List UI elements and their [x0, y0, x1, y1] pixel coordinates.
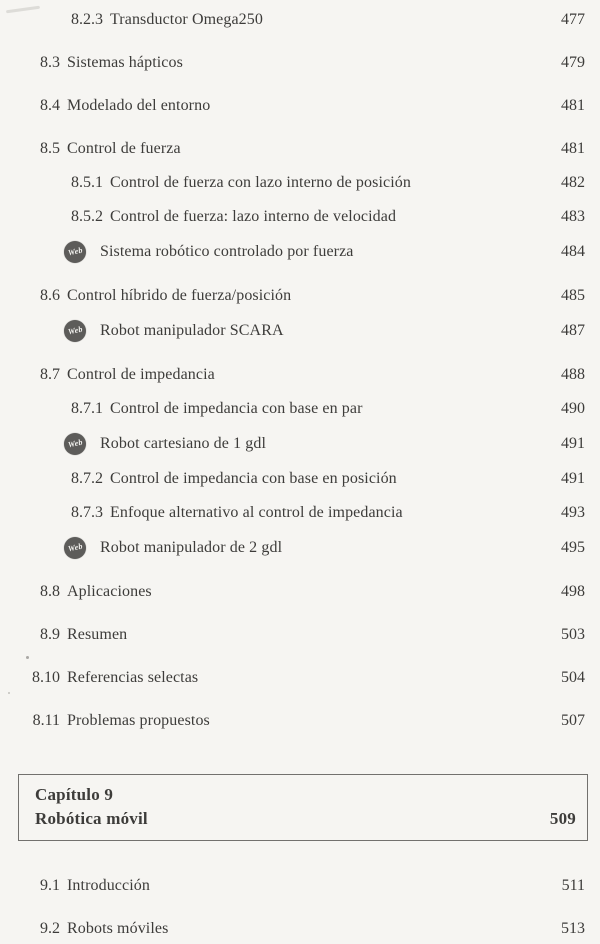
toc-entry-8.10 [18, 668, 585, 688]
entry-number: 8.3 [40, 54, 60, 71]
entry-title: Introducción [67, 877, 150, 894]
entry-number: 8.5.1 [71, 174, 103, 191]
entry-title: Referencias selectas [67, 669, 199, 686]
toc-entry-8.5 [18, 139, 585, 159]
entry-page-number: 511 [561, 877, 585, 894]
web-icon-label: Web [66, 541, 83, 554]
entry-page-number: 504 [561, 669, 585, 686]
entry-number: 8.7.3 [71, 504, 103, 521]
entry-title: Sistema robótico controlado por fuerza [100, 243, 354, 260]
entry-title: Modelado del entorno [67, 97, 211, 114]
web-icon-label: Web [66, 437, 83, 450]
toc-entry-8.7.1 [18, 399, 585, 419]
entry-page-number: 491 [561, 435, 585, 452]
entry-number: 8.5.2 [71, 208, 103, 225]
toc-entry-8.2.3 [18, 10, 585, 30]
entry-page-number: 491 [561, 470, 585, 487]
entry-title: Transductor Omega250 [110, 11, 263, 28]
entry-page-number: 481 [561, 97, 585, 114]
entry-title: Control de impedancia [67, 366, 215, 383]
entry-page-number: 490 [561, 400, 585, 417]
toc-entry-9.1 [18, 876, 585, 896]
entry-number: 8.4 [40, 97, 60, 114]
toc-entry-web [18, 537, 585, 559]
entry-number: 8.6 [40, 287, 60, 304]
entry-page-number: 483 [561, 208, 585, 225]
entry-number: 8.7.1 [71, 400, 103, 417]
entry-page-number: 479 [561, 54, 585, 71]
entry-page-number: 488 [561, 366, 585, 383]
toc-entry-8.5.1 [18, 173, 585, 193]
entry-number: 8.10 [32, 669, 60, 686]
entry-page-number: 503 [561, 626, 585, 643]
entry-title: Resumen [67, 626, 128, 643]
web-icon-label: Web [66, 245, 83, 258]
entry-page-number: 495 [561, 539, 585, 556]
entry-title: Sistemas hápticos [67, 54, 183, 71]
toc-entry-8.4 [18, 96, 585, 116]
toc-entry-8.7.3 [18, 503, 585, 523]
toc-entry-web [18, 241, 585, 263]
entry-number: 8.7 [40, 366, 60, 383]
entry-title: Robot cartesiano de 1 gdl [100, 435, 267, 452]
entry-page-number: 487 [561, 322, 585, 339]
toc-entry-8.3 [18, 53, 585, 73]
entry-title: Robot manipulador de 2 gdl [100, 539, 283, 556]
entry-title: Control de fuerza [67, 140, 181, 157]
toc-entry-8.9 [18, 625, 585, 645]
entry-number: 8.7.2 [71, 470, 103, 487]
entry-number: 8.5 [40, 140, 60, 157]
web-icon [64, 537, 86, 559]
entry-title: Control híbrido de fuerza/posición [67, 287, 292, 304]
entry-title: Control de fuerza: lazo interno de velocidad [110, 208, 397, 225]
web-icon [64, 433, 86, 455]
chapter-title: Robótica móvil [35, 809, 148, 828]
toc-list-chapter-9 [18, 876, 585, 939]
web-icon-label: Web [66, 324, 83, 337]
toc-entry-8.11 [18, 711, 585, 731]
chapter-box-line2 [35, 807, 576, 831]
entry-title: Control de fuerza con lazo interno de posición [110, 174, 411, 191]
chapter-number-title: Capítulo 9 [35, 785, 114, 804]
scan-speck-artifact [8, 692, 10, 694]
toc-entry-8.8 [18, 582, 585, 602]
toc-entry-8.7 [18, 365, 585, 385]
entry-number: 9.1 [40, 877, 60, 894]
entry-title: Robots móviles [67, 920, 169, 937]
toc-entry-8.6 [18, 286, 585, 306]
scan-speck-artifact [26, 656, 29, 659]
entry-page-number: 485 [561, 287, 585, 304]
chapter-box-line1 [35, 783, 576, 807]
entry-title: Enfoque alternativo al control de impedancia [110, 504, 403, 521]
entry-page-number: 493 [561, 504, 585, 521]
entry-page-number: 484 [561, 243, 585, 260]
entry-title: Control de impedancia con base en par [110, 400, 363, 417]
entry-title: Problemas propuestos [67, 712, 210, 729]
entry-number: 8.2.3 [71, 11, 103, 28]
chapter-page-number: 509 [549, 809, 576, 828]
entry-page-number: 498 [561, 583, 585, 600]
entry-page-number: 513 [561, 920, 585, 937]
entry-page-number: 507 [561, 712, 585, 729]
toc-entry-8.5.2 [18, 207, 585, 227]
entry-number: 8.9 [40, 626, 60, 643]
toc-list-chapter-8 [18, 10, 585, 731]
entry-page-number: 477 [561, 11, 585, 28]
entry-number: 9.2 [40, 920, 60, 937]
entry-number: 8.8 [40, 583, 60, 600]
chapter-9-box [18, 774, 588, 841]
toc-entry-8.7.2 [18, 469, 585, 489]
entry-number: 8.11 [32, 712, 60, 729]
toc-entry-web [18, 320, 585, 342]
entry-title: Control de impedancia con base en posición [110, 470, 397, 487]
entry-title: Robot manipulador SCARA [100, 322, 284, 339]
web-icon [64, 241, 86, 263]
web-icon [64, 320, 86, 342]
toc-entry-9.2 [18, 919, 585, 939]
toc-entry-web [18, 433, 585, 455]
entry-title: Aplicaciones [67, 583, 152, 600]
entry-page-number: 482 [561, 174, 585, 191]
entry-page-number: 481 [561, 140, 585, 157]
